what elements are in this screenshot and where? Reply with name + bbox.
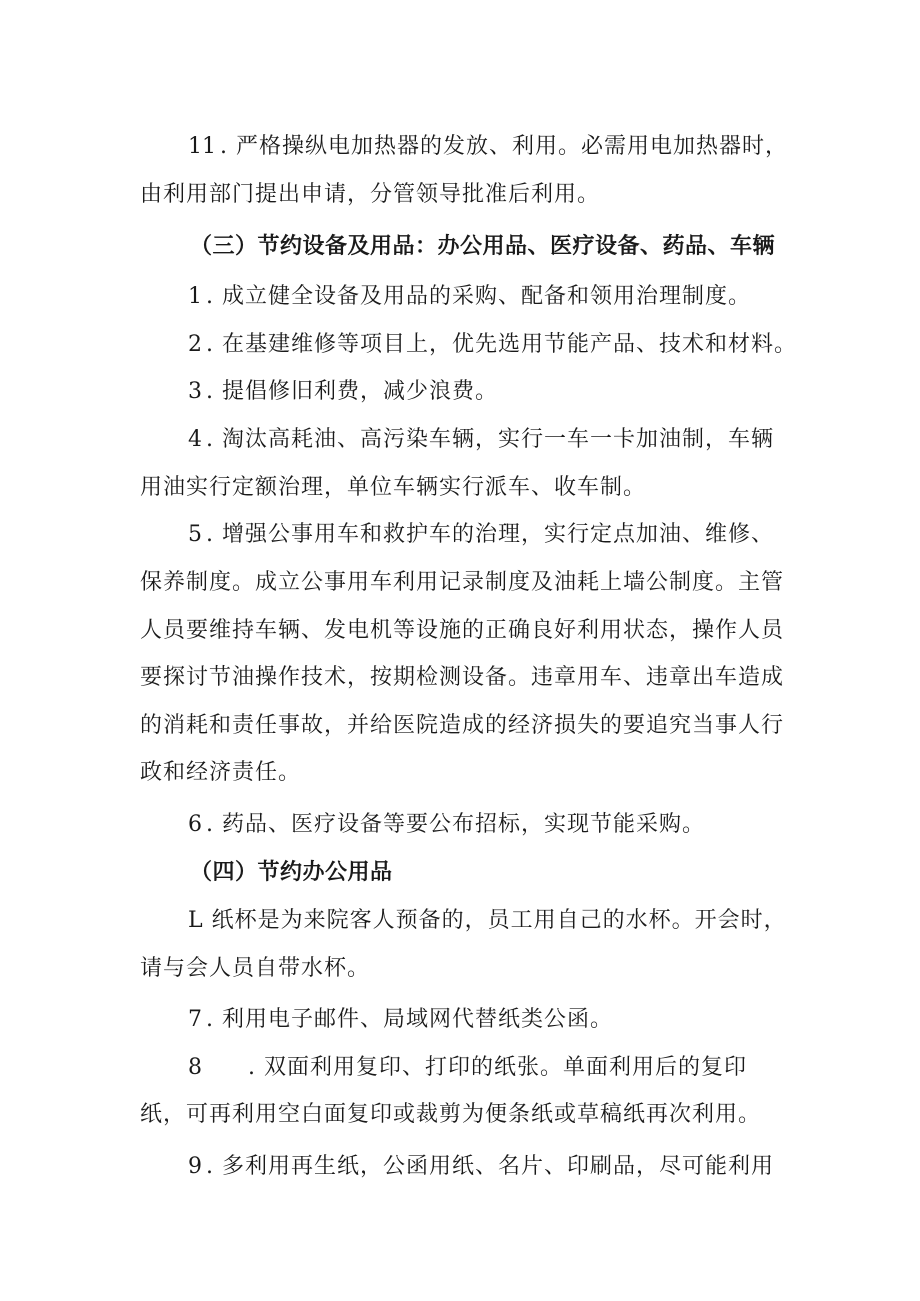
item-number: 4 (188, 427, 202, 452)
paragraph-text: . 提倡修旧利费，减少浪费。 (206, 379, 498, 404)
item-number: 6 (188, 812, 202, 837)
paragraph-11-line-2: 由利用部门提出申请，分管领导批准后利用。 (140, 182, 601, 207)
paragraph-l-line-1: L 纸杯是为来院客人预备的，员工用自己的水杯。开会时， (188, 908, 787, 933)
paragraph-1 (188, 282, 751, 312)
paragraph-5-line-5: 的消耗和责任事故，并给医院造成的经济损失的要追究当事人行 (140, 713, 785, 738)
paragraph-8-line-2: 纸，可再利用空白面复印或裁剪为便条纸或草稿纸再次利用。 (140, 1102, 762, 1127)
paragraph-text: . 成立健全设备及用品的采购、配备和领用治理制度。 (206, 284, 751, 309)
paragraph-5-line-3: 人员要维持车辆、发电机等设施的正确良好利用状态，操作人员 (140, 618, 785, 643)
paragraph-3 (188, 377, 498, 407)
paragraph-text: . 增强公事用车和救护车的治理，实行定点加油、维修、 (206, 522, 774, 547)
paragraph-5-line-4: 要探讨节油操作技术，按期检测设备。违章用车、违章出车造成 (140, 665, 785, 690)
paragraph-text: . 多利用再生纸，公函用纸、名片、印刷品，尽可能利用 (206, 1154, 774, 1179)
item-number: 7 (188, 1007, 202, 1032)
item-number: 5 (188, 522, 202, 547)
item-number: 2 (188, 332, 202, 357)
paragraph-11-line-1 (188, 132, 788, 162)
paragraph-text: . 在基建维修等项目上，优先选用节能产品、技术和材料。 (206, 332, 797, 357)
paragraph-4-line-1 (188, 425, 774, 455)
paragraph-l-line-2: 请与会人员自带水杯。 (140, 956, 371, 981)
paragraph-8-line-1 (188, 1053, 747, 1083)
item-number: 11 (188, 134, 216, 159)
paragraph-5-line-6: 政和经济责任。 (140, 760, 302, 785)
paragraph-4-line-2: 用油实行定额治理，单位车辆实行派车、收车制。 (140, 475, 647, 500)
paragraph-2 (188, 330, 797, 360)
paragraph-9 (188, 1152, 774, 1182)
section-3-heading: （三）节约设备及用品：办公用品、医疗设备、药品、车辆 (190, 234, 776, 259)
item-number: 9 (188, 1154, 202, 1179)
section-4-heading: （四）节约办公用品 (190, 860, 393, 885)
paragraph-text: . 利用电子邮件、局域网代替纸类公函。 (206, 1007, 613, 1032)
paragraph-text: . 双面利用复印、打印的纸张。单面利用后的复印 (248, 1055, 747, 1080)
paragraph-6 (188, 810, 705, 840)
paragraph-5-line-2: 保养制度。成立公事用车利用记录制度及油耗上墙公制度。主管 (140, 570, 785, 595)
item-number: 8 (188, 1055, 202, 1080)
paragraph-text: . 严格操纵电加热器的发放、利用。必需用电加热器时， (220, 134, 788, 159)
paragraph-text: . 淘汰高耗油、高污染车辆，实行一车一卡加油制，车辆 (206, 427, 774, 452)
item-number: 1 (188, 284, 202, 309)
paragraph-5-line-1 (188, 520, 774, 550)
item-number: 3 (188, 379, 202, 404)
paragraph-text: . 药品、医疗设备等要公布招标，实现节能采购。 (206, 812, 705, 837)
paragraph-7 (188, 1005, 613, 1035)
